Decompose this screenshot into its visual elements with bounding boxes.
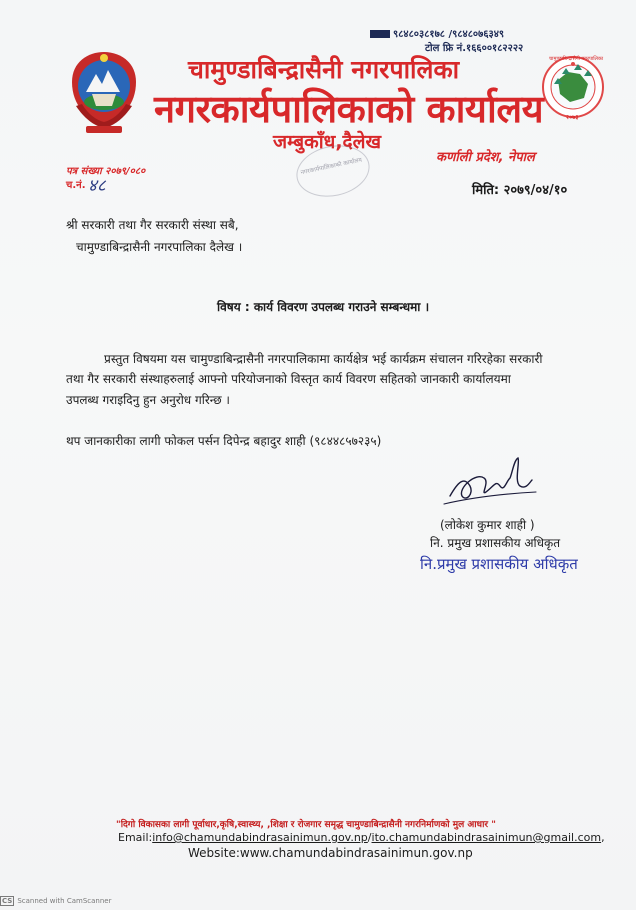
body-line-3: उपलब्ध गराइदिनु हुन अनुरोध गरिन्छ ।	[66, 393, 230, 407]
letter-date: मिति: २०७९/०४/१०	[472, 183, 568, 198]
signatory-title: नि. प्रमुख प्रशासकीय अधिकृत	[430, 536, 561, 550]
handwritten-signature	[440, 452, 540, 514]
province-name: कर्णाली प्रदेश, नेपाल	[436, 150, 535, 165]
body-line-2: तथा गैर सरकारी संस्थाहरुलाई आफ्नो परियोजनाको विस्तृत कार्य विवरण सहितको जानकारी कार्यालयमा	[66, 372, 511, 386]
scanner-watermark	[0, 896, 111, 906]
footer-email	[118, 831, 605, 844]
footer-motto: "दिगो विकासका लागी पूर्वाधार,कृषि,स्वास्थ्य, ,शिक्षा र रोजगार समृद्ध चामुण्डाबिन्द्रासैनी नगरनिर्माणको मुल आधार "	[116, 820, 496, 830]
office-title: नगरकार्यपालिकाको कार्यालय	[154, 87, 544, 131]
phone-number: ९८४८०३८१७८ /९८४८०७६३४९	[370, 26, 504, 40]
email-label: Email:	[118, 831, 153, 844]
recipient-line-2: चामुण्डाबिन्द्रासैनी नगरपालिका दैलेख ।	[76, 240, 243, 254]
municipality-logo-text: चामुण्डाबिन्द्रासैनी नगरपालिका	[549, 56, 604, 62]
subject-line: विषय : कार्य विवरण उपलब्ध गराउने सम्बन्धमा ।	[217, 300, 430, 314]
municipality-logo-year: २०७३	[566, 114, 579, 121]
toll-free-number: टोल फ्रि नं.१६६००१८२२२२	[425, 43, 524, 54]
body-line-1: प्रस्तुत विषयमा यस चामुण्डाबिन्द्रासैनी नगरपालिकामा कार्यक्षेत्र भई कार्यक्रम संचालन गरिरहेका सरकारी	[104, 352, 543, 366]
dispatch-label: च.नं.	[66, 180, 86, 191]
email-link-info[interactable]: info@chamundabindrasainimun.gov.np	[152, 831, 368, 844]
office-stamp-text: नगरकार्यपालिकाको कार्यालय	[300, 156, 363, 177]
email-link-ito[interactable]: ito.chamundabindrasainimun@gmail.com	[371, 831, 602, 844]
office-location: जम्बुकाँध,दैलेख	[273, 131, 382, 153]
nepal-emblem-icon	[64, 48, 144, 136]
email-separator: /	[367, 831, 372, 844]
dispatch-number: ४८	[88, 176, 106, 196]
footer-website[interactable]: Website:www.chamundabindrasainimun.gov.np	[188, 846, 473, 860]
email-end: ,	[601, 831, 605, 844]
municipality-name: चामुण्डाबिन्द्रासैनी नगरपालिका	[188, 55, 460, 84]
signatory-name: (लोकेश कुमार शाही )	[440, 518, 535, 532]
contact-line: थप जानकारीका लागी फोकल पर्सन दिपेन्द्र बहादुर शाही (९८४४८५७२३५)	[66, 434, 382, 448]
letter-number: पत्र संख्या २०७९/०८०	[66, 166, 146, 177]
signatory-stamp: नि.प्रमुख प्रशासकीय अधिकृत	[420, 555, 578, 573]
recipient-line-1: श्री सरकारी तथा गैर सरकारी संस्था सबै,	[66, 218, 239, 232]
phone-icon	[370, 30, 390, 38]
camscanner-icon: CS	[2, 897, 13, 905]
scanner-label: Scanned with CamScanner	[17, 897, 112, 905]
